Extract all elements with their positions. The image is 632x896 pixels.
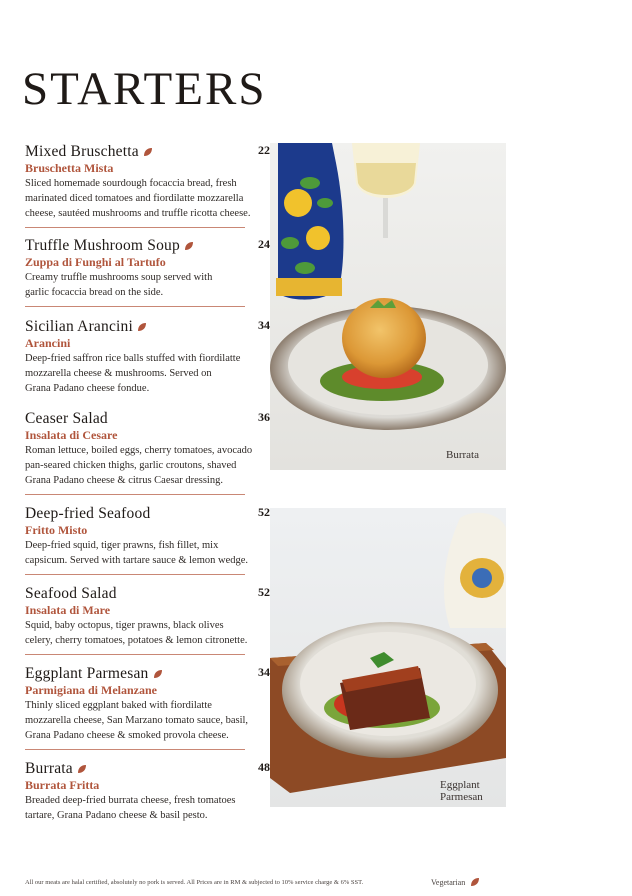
eggplant-photo (270, 508, 506, 807)
burrata-illustration (270, 143, 506, 470)
vegetarian-leaf-icon (184, 241, 194, 251)
description-line: capsicum. Served with tartare sauce & lemon wedge. (25, 555, 249, 567)
menu-item-italian-name: Insalata di Mare (25, 603, 111, 617)
divider (25, 574, 245, 575)
menu-item-header (25, 316, 270, 336)
leaf-icon (470, 877, 480, 887)
description-line: Grana Padano cheese fondue. (25, 383, 150, 395)
vegetarian-legend (431, 877, 480, 887)
menu-item-description (25, 443, 260, 489)
menu-item-name: Deep-fried Seafood (25, 505, 151, 522)
description-line: tartare, Grana Padano cheese & basil pesto. (25, 810, 208, 822)
menu-item-name: Mixed Bruschetta (25, 143, 139, 160)
menu-item-header (25, 141, 270, 161)
menu-item-description (25, 698, 260, 744)
menu-item-price: 34 (258, 665, 270, 679)
burrata-photo (270, 143, 506, 470)
menu-item-description (25, 351, 260, 397)
eggplant-illustration (270, 508, 506, 807)
menu-item (25, 758, 270, 823)
menu-item-description (25, 270, 260, 300)
menu-item-description (25, 793, 260, 823)
menu-item-italian-name: Insalata di Cesare (25, 428, 118, 442)
menu-item-price: 22 (258, 143, 270, 157)
menu-item-header (25, 408, 270, 428)
description-line: garlic focaccia bread on the side. (25, 287, 164, 299)
menu-item (25, 316, 270, 397)
menu-item-italian-name: Arancini (25, 336, 71, 350)
description-line: Grana Padano cheese & citrus Caesar dressing. (25, 475, 223, 487)
vegetarian-leaf-icon (153, 669, 163, 679)
menu-item-price: 34 (258, 318, 270, 332)
menu-item-name: Seafood Salad (25, 585, 117, 602)
description-line: Deep-fried saffron rice balls stuffed with fiordilatte (25, 353, 241, 364)
divider (25, 494, 245, 495)
menu-item-price: 48 (258, 760, 270, 774)
eggplant-caption (440, 779, 483, 803)
vegetarian-legend-label: Vegetarian (431, 878, 466, 887)
menu-item (25, 583, 270, 648)
menu-item-price: 24 (258, 237, 270, 251)
burrata-caption: Burrata (446, 449, 479, 461)
menu-item-header (25, 758, 270, 778)
menu-item-name: Burrata (25, 760, 73, 777)
menu-item-description (25, 538, 260, 568)
menu-item-italian-name: Bruschetta Mista (25, 161, 114, 175)
description-line: Creamy truffle mushrooms soup served with (25, 272, 213, 283)
menu-item-italian-name: Parmigiana di Melanzane (25, 683, 157, 697)
menu-item (25, 235, 270, 300)
description-line: cheese, sautéed mushrooms and truffle ricotta cheese. (25, 208, 251, 220)
description-line: Sliced homemade sourdough focaccia bread, fresh (25, 178, 237, 189)
menu-item-italian-name: Fritto Misto (25, 523, 88, 537)
menu-item-price: 52 (258, 585, 270, 599)
menu-item (25, 663, 270, 744)
description-line: Breaded deep-fried burrata cheese, fresh tomatoes (25, 795, 236, 806)
menu-item-price: 52 (258, 505, 270, 519)
menu-item-description (25, 618, 260, 648)
eggplant-caption-line2: Parmesan (440, 791, 483, 803)
description-line: mozzarella cheese & mushrooms. Served on (25, 368, 212, 380)
divider (25, 749, 245, 750)
menu-item-header (25, 583, 270, 603)
description-line: Roman lettuce, boiled eggs, cherry tomatoes, avocado (25, 445, 253, 456)
vegetarian-leaf-icon (143, 147, 153, 157)
menu-item-name: Truffle Mushroom Soup (25, 237, 180, 254)
menu-item-name: Eggplant Parmesan (25, 665, 149, 682)
description-line: Thinly sliced eggplant baked with fiordilatte (25, 700, 212, 711)
divider (25, 227, 245, 228)
divider (25, 306, 245, 307)
eggplant-caption-line1: Eggplant (440, 779, 480, 791)
footer-note: All our meats are halal certified, absolutely no pork is served. All Prices are in RM & subjected to 10% service charge & 6% SST. (25, 879, 364, 886)
divider (25, 654, 245, 655)
description-line: Deep-fried squid, tiger prawns, fish fillet, mix (25, 540, 219, 551)
description-line: mozzarella cheese, San Marzano tomato sauce, basil, (25, 715, 249, 727)
menu-item (25, 141, 270, 222)
menu-item-header (25, 235, 270, 255)
menu-item-name: Ceaser Salad (25, 410, 108, 427)
menu-item-name: Sicilian Arancini (25, 318, 134, 335)
menu-item-price: 36 (258, 410, 270, 424)
menu-item-header (25, 503, 270, 523)
menu-item-italian-name: Zuppa di Funghi al Tartufo (25, 255, 166, 269)
description-line: pan-seared chicken thighs, garlic croutons, shaved (25, 460, 237, 472)
page-title: STARTERS (22, 63, 267, 115)
menu-item (25, 503, 270, 568)
menu-item-italian-name: Burrata Fritta (25, 778, 100, 792)
description-line: marinated diced tomatoes and fiordilatte mozzarella (25, 193, 244, 205)
vegetarian-leaf-icon (137, 322, 147, 332)
description-line: celery, cherry tomatoes, potatoes & lemon citronette. (25, 635, 248, 647)
menu-item (25, 408, 270, 489)
menu-item-description (25, 176, 260, 222)
description-line: Squid, baby octopus, tiger prawns, black olives (25, 620, 224, 631)
menu-item-header (25, 663, 270, 683)
vegetarian-leaf-icon (77, 764, 87, 774)
description-line: Grana Padano cheese & smoked provola cheese. (25, 730, 229, 742)
